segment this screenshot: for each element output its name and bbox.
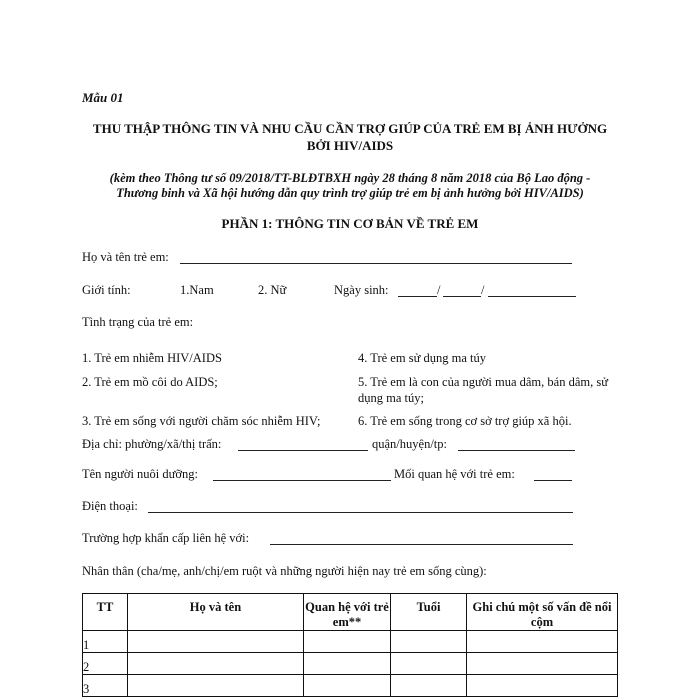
table-header-row <box>83 594 618 631</box>
dob-separator: / <box>437 283 441 297</box>
table-cell-age[interactable] <box>391 631 467 653</box>
status-option[interactable]: 4. Trẻ em sử dụng ma túy <box>358 351 486 365</box>
status-option[interactable]: 3. Trẻ em sống với người chăm sóc nhiễm HIV; <box>82 414 321 428</box>
table-cell-age[interactable] <box>391 675 467 697</box>
table-cell-age[interactable] <box>391 653 467 675</box>
table-cell-full-name[interactable] <box>128 653 304 675</box>
dob-label: Ngày sinh: <box>334 283 389 297</box>
dob-day-field[interactable] <box>398 296 437 297</box>
status-label: Tình trạng của trẻ em: <box>82 315 194 329</box>
table-cell-index: 1 <box>83 631 128 653</box>
column-header-age: Tuổi <box>391 594 467 631</box>
table-cell-relationship[interactable] <box>304 653 391 675</box>
caregiver-field[interactable] <box>213 480 391 481</box>
table-row <box>83 675 618 697</box>
status-option[interactable]: 5. Trẻ em là con của người mua dâm, bán dâm, sử dụng ma túy; <box>358 375 608 405</box>
emergency-contact-field[interactable] <box>270 544 573 545</box>
status-option[interactable]: 2. Trẻ em mồ côi do AIDS; <box>82 375 218 389</box>
district-label: quận/huyện/tp: <box>372 437 447 451</box>
table-cell-notes[interactable] <box>467 653 618 675</box>
dob-month-field[interactable] <box>443 296 481 297</box>
column-header-notes: Ghi chú một số vấn đề nổi cộm <box>467 594 618 631</box>
column-header-full-name: Họ và tên <box>128 594 304 631</box>
ward-field[interactable] <box>238 450 368 451</box>
dob-separator: / <box>481 283 485 297</box>
form-code: Mẫu 01 <box>82 90 124 105</box>
table-row <box>83 631 618 653</box>
relatives-table <box>82 593 618 697</box>
table-row <box>83 653 618 675</box>
section-title: PHẦN 1: THÔNG TIN CƠ BẢN VỀ TRẺ EM <box>221 216 479 231</box>
gender-option-male[interactable]: 1.Nam <box>180 283 214 297</box>
relatives-label: Nhân thân (cha/mẹ, anh/chị/em ruột và những người hiện nay trẻ em sống cùng): <box>82 564 487 578</box>
emergency-contact-label: Trường hợp khẩn cấp liên hệ với: <box>82 531 250 545</box>
dob-year-field[interactable] <box>488 296 576 297</box>
table-cell-relationship[interactable] <box>304 631 391 653</box>
status-option[interactable]: 1. Trẻ em nhiễm HIV/AIDS <box>82 351 222 365</box>
full-name-field[interactable] <box>180 263 572 264</box>
table-cell-relationship[interactable] <box>304 675 391 697</box>
gender-option-female[interactable]: 2. Nữ <box>258 283 287 297</box>
full-name-label: Họ và tên trẻ em: <box>82 250 169 264</box>
relationship-label: Mối quan hệ với trẻ em: <box>394 467 515 481</box>
table-cell-notes[interactable] <box>467 675 618 697</box>
column-header-relationship: Quan hệ với trẻ em** <box>304 594 391 631</box>
table-cell-index: 3 <box>83 675 128 697</box>
caregiver-label: Tên người nuôi dưỡng: <box>82 467 198 481</box>
gender-label: Giới tính: <box>82 283 131 297</box>
table-cell-full-name[interactable] <box>128 631 304 653</box>
table-cell-notes[interactable] <box>467 631 618 653</box>
phone-field[interactable] <box>148 512 573 513</box>
relationship-field[interactable] <box>534 480 572 481</box>
table-cell-index: 2 <box>83 653 128 675</box>
document-subtitle: (kèm theo Thông tư số 09/2018/TT-BLĐTBXH ngày 28 tháng 8 năm 2018 của Bộ Lao động - Thương binh và Xã hội hướng dẫn quy trình trợ giúp trẻ em bị ảnh hưởng bởi HIV/AIDS) <box>109 171 591 200</box>
district-field[interactable] <box>458 450 575 451</box>
column-header-index: TT <box>83 594 128 631</box>
document-title: THU THẬP THÔNG TIN VÀ NHU CẦU CẦN TRỢ GIÚP CỦA TRẺ EM BỊ ẢNH HƯỞNG BỞI HIV/AIDS <box>92 121 608 153</box>
status-option[interactable]: 6. Trẻ em sống trong cơ sở trợ giúp xã hội. <box>358 414 572 428</box>
address-label: Địa chỉ: phường/xã/thị trấn: <box>82 437 222 451</box>
table-cell-full-name[interactable] <box>128 675 304 697</box>
phone-label: Điện thoại: <box>82 499 138 513</box>
